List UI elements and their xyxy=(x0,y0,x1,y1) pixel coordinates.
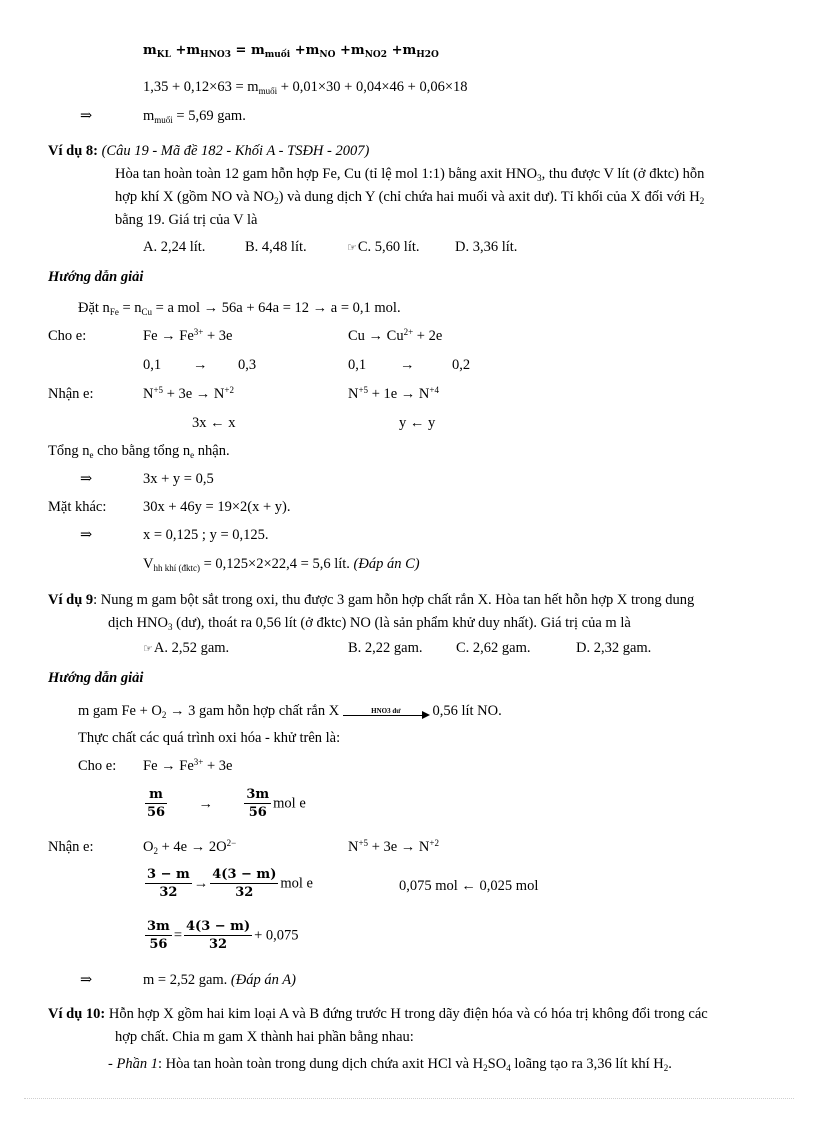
reaction-scheme: m gam $Fe + O_2 \to 3$ gam hỗn hợp chất rắn X HNO3 dư 0,56 lít NO. xyxy=(78,703,502,720)
fraction-3m-56: $\frac{3m}{56}$ xyxy=(246,787,270,820)
no2-electrons: y ← y xyxy=(399,415,436,431)
mass-calculation: $1,35 + 0,12\times 63 = m_{muối} + 0,01\times 30 + 0,04\times 46 + 0,06\times 18$ xyxy=(143,79,468,96)
mass-result: $m_{muối} = 5,69$ gam. xyxy=(143,108,246,125)
other-hand-label: Mặt khác: xyxy=(48,499,107,515)
pointing-hand-icon: ☞ xyxy=(143,642,153,655)
volume-result: $V_{hh khí (đktc)} = 0,125\times 2\times 22,4 = 5,6$ lít. (Đáp án C) xyxy=(143,556,420,573)
example-8-option-d: D. 3,36 lít. xyxy=(455,239,518,255)
n-reduction: $N^{+5} + 3e \to N^{+2}$ xyxy=(348,838,439,855)
example-8-option-c: ☞C. 5,60 lít. xyxy=(347,239,420,255)
implies-arrow: ⇒ xyxy=(80,527,93,543)
no-electrons: 3x ← x xyxy=(192,415,236,431)
example-10-text-line2: hợp chất. Chia m gam X thành hai phần bằng nhau: xyxy=(115,1029,414,1045)
fraction-3m-56: $\frac{3m}{56}$ xyxy=(147,919,170,952)
example-9-option-c: C. 2,62 gam. xyxy=(456,640,531,656)
fe-oxidation: $Fe \to Fe^{3+} + 3e$ xyxy=(143,327,233,344)
implies-arrow: ⇒ xyxy=(80,471,93,487)
example-8-heading: Ví dụ 8: (Câu 19 - Mã đề 182 - Khối A - TSĐH - 2007) xyxy=(48,143,370,159)
example-8-set-variables: Đặt $n_{Fe} = n_{Cu} = a$ mol → 56a + 64a = 12 → a = 0,1 mol. xyxy=(78,300,401,317)
fraction-3-minus-m-32: $\frac{3 - m}{32}$ xyxy=(147,867,190,900)
give-electron-label: Cho e: xyxy=(48,328,87,344)
fe-oxidation: $Fe \to Fe^{3+} + 3e$ xyxy=(143,757,233,774)
o2-reduction: $O_2 + 4e \to 2O^{2-}$ xyxy=(143,838,237,856)
example-9-option-d: D. 2,32 gam. xyxy=(576,640,652,656)
fe-mol: 0,1 xyxy=(143,357,162,373)
give-electron-label: Cho e: xyxy=(78,758,117,774)
cu-oxidation: $Cu \to Cu^{2+} + 2e$ xyxy=(348,327,443,344)
receive-electron-label: Nhận e: xyxy=(48,839,94,855)
solution-xy: x = 0,125 ; y = 0,125. xyxy=(143,527,269,543)
fraction-4-3-minus-m-32: $\frac{4(3 - m)}{32}$ xyxy=(186,919,251,952)
example-9-text-line2: dịch $HNO_3$ (dư), thoát ra 0,56 lít (ở đktc) NO (là sản phẩm khử duy nhất). Giá trị của m là xyxy=(108,615,631,632)
essence-text: Thực chất các quá trình oxi hóa - khử trên là: xyxy=(78,730,341,746)
cu-arrow: → xyxy=(400,357,415,373)
cu-electrons: 0,2 xyxy=(452,357,471,373)
example-9-guide-heading: Hướng dẫn giải xyxy=(48,670,144,686)
fe-arrow: → xyxy=(193,357,208,373)
example-8-text-line3: bằng 19. Giá trị của V là xyxy=(115,212,258,228)
fe-electrons: 0,3 xyxy=(238,357,257,373)
balance-equation: $\frac{3m}{56}$ = $\frac{4(3 - m)}{32}$ + 0,075 xyxy=(147,919,299,952)
example-8-option-a: A. 2,24 lít. xyxy=(143,239,206,255)
equation-2: 30x + 46y = 19×2(x + y). xyxy=(143,499,291,515)
example-8-text-line2: hợp khí X (gồm NO và $NO_2$) và dung dịch Y (chỉ chứa hai muối và axit dư). Tỉ khối của X đối với $H_2$ xyxy=(115,189,705,206)
example-10-text-line1: Ví dụ 10: Hỗn hợp X gồm hai kim loại A và B đứng trước H trong dãy điện hóa và có hóa trị không đổi trong các xyxy=(48,1006,708,1022)
n5-to-n4: $N^{+5} + 1e \to N^{+4}$ xyxy=(348,385,439,402)
fraction-4-3-minus-m-32: $\frac{4(3 - m)}{32}$ xyxy=(212,867,277,900)
example-10-part1: - Phần 1: Hòa tan hoàn toàn trong dung dịch chứa axit HCl và $H_2SO_4$ loãng tạo ra 3,36 lít khí $H_2$. xyxy=(108,1056,672,1073)
electron-balance: Tổng $n_e$ cho bằng tổng $n_e$ nhận. xyxy=(48,443,230,460)
fraction-m-56: $\frac{m}{56}$ xyxy=(147,787,166,820)
example-8-text-line1: Hòa tan hoàn toàn 12 gam hỗn hợp Fe, Cu (tỉ lệ mol 1:1) bằng axit $HNO_3$, thu được V lít (ở đktc) hỗn xyxy=(115,166,705,183)
no-mol-electrons: 0,075 mol ← 0,025 mol xyxy=(399,878,539,894)
implies-arrow: ⇒ xyxy=(80,972,93,988)
equation-1: 3x + y = 0,5 xyxy=(143,471,214,487)
example-9-result: m = 2,52 gam. (Đáp án A) xyxy=(143,972,296,988)
example-9-option-b: B. 2,22 gam. xyxy=(348,640,423,656)
mass-balance-equation: $m_{KL} +m_{HNO3} = m_{muối} +m_{NO} +m_{NO2} +m_{H2O}$ xyxy=(143,43,439,60)
page-footer-divider xyxy=(24,1098,794,1099)
n5-to-n2: $N^{+5} + 3e \to N^{+2}$ xyxy=(143,385,234,402)
implies-arrow: ⇒ xyxy=(80,108,93,124)
o2-fraction-line: $\frac{3 - m}{32}$ → $\frac{4(3 - m)}{32}$ mol e xyxy=(147,867,313,900)
cu-mol: 0,1 xyxy=(348,357,367,373)
example-9-text-line1: Ví dụ 9: Nung m gam bột sắt trong oxi, thu được 3 gam hỗn hợp chất rắn X. Hòa tan hết hỗn hợp X trong dung xyxy=(48,592,695,608)
receive-electron-label: Nhận e: xyxy=(48,386,94,402)
example-8-option-b: B. 4,48 lít. xyxy=(245,239,307,255)
example-8-guide-heading: Hướng dẫn giải xyxy=(48,269,144,285)
reaction-arrow: HNO3 dư xyxy=(343,707,429,716)
pointing-hand-icon: ☞ xyxy=(347,241,357,254)
fe-fraction-line: $\frac{m}{56}$ → $\frac{3m}{56}$ mol e xyxy=(147,787,306,820)
example-9-option-a: ☞A. 2,52 gam. xyxy=(143,640,230,656)
